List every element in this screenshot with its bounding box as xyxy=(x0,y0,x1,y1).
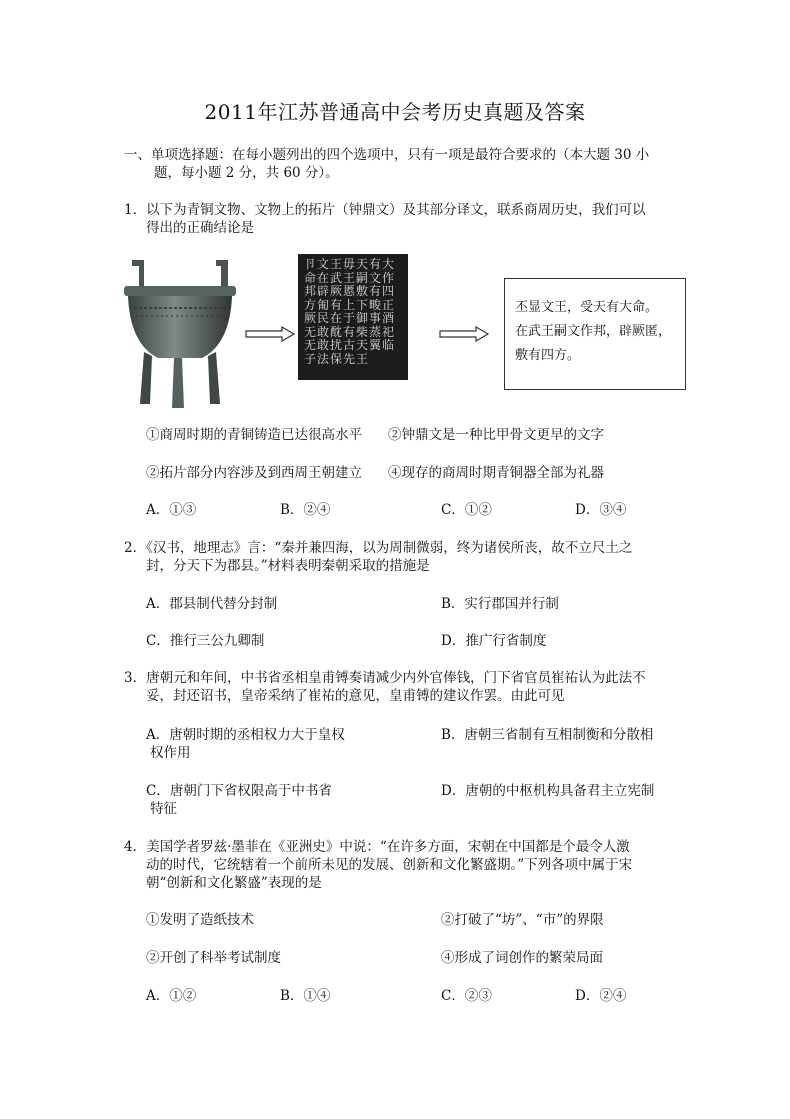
q2-stem-line-1: 2．《汉书，地理志》言：“秦并兼四海，以为周制微弱，终为诸侯所丧，故不立尺土之 xyxy=(124,540,633,556)
q3-option-c[interactable]: C．唐朝门下省权限高于中书省 xyxy=(146,783,332,799)
q3-stem-line-1: 3．唐朝元和年间，中书省丞相皇甫镈奏请减少内外官俸钱，门下省官员崔祐认为此法不 xyxy=(124,670,646,686)
q4-stem-line-1: 4．美国学者罗兹·墨菲在《亚洲史》中说：“在许多方面，宋朝在中国都是个最令人激 xyxy=(124,839,630,855)
translation-line-1: 丕显文王，受天有大命。 xyxy=(515,300,659,315)
inscription-rubbing-image xyxy=(298,254,408,380)
arrow-right-icon xyxy=(244,326,296,342)
q1-stem-line-1: 1．以下为青铜文物、文物上的拓片（钟鼎文）及其部分译文，联系商周历史，我们可以 xyxy=(124,202,646,218)
translation-line-3: 敷有四方。 xyxy=(515,348,581,363)
rubbing-inscription: 卪文王毋天有大命在武王嗣文作邦辟厥慝敷有四方匍有上下畯正厥民在于御事酒无敢酖有柴蒸祀无敢扰古天翼临子法保先王 xyxy=(304,257,396,366)
q4-stem-line-3: 朝“创新和文化繁盛”表现的是 xyxy=(146,875,322,891)
q1-figure xyxy=(120,252,690,412)
bronze-ding-image xyxy=(120,252,240,412)
q3-option-a[interactable]: A．唐朝时期的丞相权力大于皇权 xyxy=(146,727,345,743)
q1-item-4: ④现存的商周时期青铜器全部为礼器 xyxy=(388,465,604,481)
section-instruction-line-2: 题，每小题 2 分，共 60 分）。 xyxy=(154,165,339,181)
q4-stem-line-2: 动的时代，它统辖着一个前所未见的发展、创新和文化繁盛期。”下列各项中属于宋 xyxy=(146,857,633,873)
q1-option-a[interactable]: A．①③ xyxy=(146,502,197,518)
q1-option-b[interactable]: B．②④ xyxy=(280,502,331,518)
q4-item-4: ④形成了词创作的繁荣局面 xyxy=(441,950,603,966)
q2-stem-line-2: 封，分天下为郡县。”材料表明秦朝采取的措施是 xyxy=(146,558,430,574)
q4-item-2: ②打破了“坊”、“市”的界限 xyxy=(441,912,604,928)
q1-option-d[interactable]: D．③④ xyxy=(575,502,627,518)
q3-option-b[interactable]: B．唐朝三省制有互相制衡和分散相 xyxy=(441,727,654,743)
q3-option-d[interactable]: D．唐朝的中枢机构具备君主立宪制 xyxy=(441,783,655,799)
translation-box xyxy=(504,278,686,390)
q4-option-c[interactable]: C．②③ xyxy=(441,988,492,1004)
q2-option-a[interactable]: A．郡县制代替分封制 xyxy=(146,596,278,612)
q3-option-b-continued: 权作用 xyxy=(150,745,191,761)
translation-line-2: 在武王嗣文作邦，辟厥匿， xyxy=(515,324,672,339)
q1-item-1: ①商周时期的青铜铸造已达很高水平 xyxy=(146,427,362,443)
arrow-right-icon xyxy=(438,326,490,342)
q2-option-b[interactable]: B．实行郡国并行制 xyxy=(441,596,559,612)
q4-item-3: ②开创了科举考试制度 xyxy=(146,950,281,966)
q4-option-d[interactable]: D．②④ xyxy=(575,988,627,1004)
q4-item-1: ①发明了造纸技术 xyxy=(146,912,254,928)
section-instruction-line-1: 一、单项选择题：在每小题列出的四个选项中，只有一项是最符合要求的（本大题 30 小 xyxy=(124,147,650,163)
q1-option-c[interactable]: C．①② xyxy=(441,502,492,518)
q4-option-b[interactable]: B．①④ xyxy=(280,988,331,1004)
page-title: 2011年江苏普通高中会考历史真题及答案 xyxy=(204,100,586,124)
q3-stem-line-2: 妥，封还诏书，皇帝采纳了崔祐的意见，皇甫镈的建议作罢。由此可见 xyxy=(146,688,565,704)
q4-option-a[interactable]: A．①② xyxy=(146,988,197,1004)
q2-option-c[interactable]: C．推行三公九卿制 xyxy=(146,633,265,649)
q3-option-d-continued: 特征 xyxy=(150,801,177,817)
q2-option-d[interactable]: D．推广行省制度 xyxy=(441,633,547,649)
q1-item-3: ②拓片部分内容涉及到西周王朝建立 xyxy=(146,465,362,481)
q1-stem-line-2: 得出的正确结论是 xyxy=(146,220,254,236)
q1-item-2: ②钟鼎文是一种比甲骨文更早的文字 xyxy=(388,427,604,443)
